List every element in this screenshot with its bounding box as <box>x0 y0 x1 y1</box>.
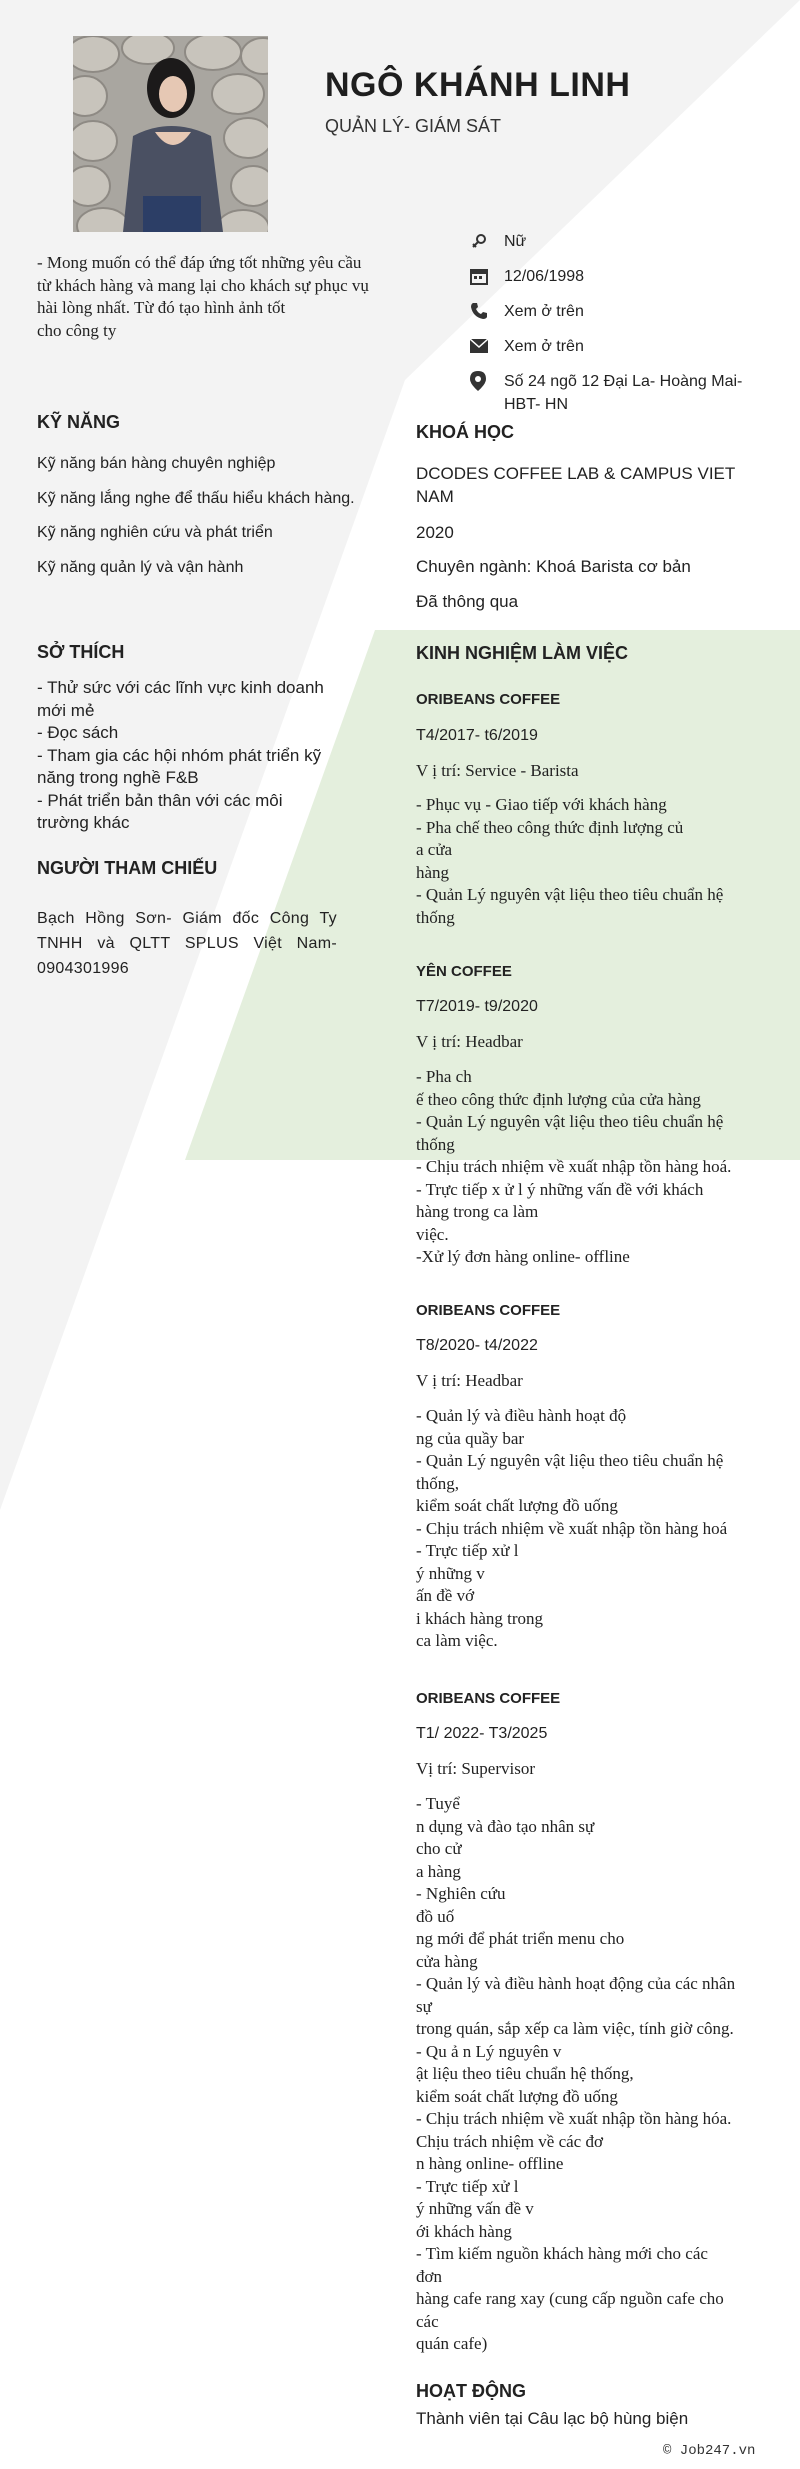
phone-icon <box>470 300 504 322</box>
skill-item: Kỹ năng nghiên cứu và phát triển <box>37 524 273 541</box>
location-icon <box>470 370 504 392</box>
contact-gender <box>470 230 770 253</box>
education-heading: KHOÁ HỌC <box>416 422 514 442</box>
job-company: YÊN COFFEE <box>416 963 512 980</box>
email-icon <box>470 335 504 357</box>
education-year: 2020 <box>416 523 454 542</box>
contact-address <box>470 370 770 416</box>
job-company: ORIBEANS COFFEE <box>416 1690 561 1707</box>
job-company: ORIBEANS COFFEE <box>416 1302 561 1319</box>
education-major: Chuyên ngành: Khoá Barista cơ bản <box>416 557 691 576</box>
contact-email <box>470 335 770 358</box>
contact-phone <box>470 300 770 323</box>
profile-photo <box>73 36 268 232</box>
reference-heading: NGƯỜI THAM CHIẾU <box>37 858 218 878</box>
job-description: - Quản lý và điều hành hoạt độ ng của quầy bar - Quản Lý nguyên vật liệu theo tiêu chuẩn hệ thống, kiểm soát chất lượng đồ uống - Chịu trách nhiệm về xuất nhập tồn hàng hoá - Trực tiếp xử l ý những v ấn đề vớ i khách hàng trong ca làm việc. <box>416 1406 728 1650</box>
job-period: T8/2020- t4/2022 <box>416 1337 538 1354</box>
education-school: DCODES COFFEE LAB & CAMPUS VIET NAM <box>416 464 736 506</box>
job-description: - Tuyể n dụng và đào tạo nhân sự cho cử a hàng - Nghiên cứu đồ uố ng mới để phát triển menu cho cửa hàng - Quản lý và điều hành hoạt động của các nhân sự trong quán, sắp xếp ca làm việc, tính giờ công. - Qu ả n Lý nguyên v ật liệu theo tiêu chuẩn hệ thống, kiểm soát chất lượng đồ uống - Chịu trách nhiệm về xuất nhập tồn hàng hóa. Chịu trách nhiệm về các đơ n hàng online- offline - Trực tiếp xử l ý những vấn đề v ới khách hàng - Tìm kiếm nguồn khách hàng mới cho các đơn hàng cafe rang xay (cung cấp nguồn cafe cho các quán cafe) <box>416 1794 736 2353</box>
activities-text: Thành viên tại Câu lạc bộ hùng biện <box>416 2409 689 2428</box>
job-company: ORIBEANS COFFEE <box>416 691 561 708</box>
hobbies-text: - Thử sức với các lĩnh vực kinh doanh mới mẻ - Đọc sách - Tham gia các hội nhóm phát triển kỹ năng trong nghề F&B - Phát triển bản thân với các môi trường khác <box>37 678 324 832</box>
gender-icon <box>470 230 504 252</box>
reference-text: Bạch Hồng Sơn- Giám đốc Công Ty TNHH và QLTT SPLUS Việt Nam- 0904301996 <box>37 910 337 977</box>
job-position: V ị trí: Headbar <box>416 1371 523 1390</box>
skill-item: Kỹ năng lắng nghe để thấu hiểu khách hàng. <box>37 489 355 507</box>
email-value: Xem ở trên <box>504 338 584 355</box>
candidate-role: QUẢN LÝ- GIÁM SÁT <box>325 116 502 136</box>
job-period: T4/2017- t6/2019 <box>416 727 538 744</box>
gender-value: Nữ <box>504 233 527 250</box>
job-description: - Pha ch ế theo công thức định lượng của cửa hàng - Quản Lý nguyên vật liệu theo tiêu chuẩn hệ thống - Chịu trách nhiệm về xuất nhập tồn hàng hoá. - Trực tiếp x ử l ý những vấn đề với khách hàng trong ca làm việc. -Xử lý đơn hàng online- offline <box>416 1067 732 1266</box>
job-period: T7/2019- t9/2020 <box>416 998 538 1015</box>
job-position: Vị trí: Supervisor <box>416 1759 535 1778</box>
education-status: Đã thông qua <box>416 592 519 611</box>
dob-value: 12/06/1998 <box>504 268 585 285</box>
career-objective: - Mong muốn có thể đáp ứng tốt những yêu cầu từ khách hàng và mang lại cho khách sự phục vụ hài lòng nhất. Từ đó tạo hình ảnh tốt cho công ty <box>37 253 369 340</box>
address-value: Số 24 ngõ 12 Đại La- Hoàng Mai- HBT- HN <box>504 373 743 413</box>
job-position: V ị trí: Headbar <box>416 1032 523 1051</box>
contact-info <box>470 230 770 428</box>
phone-value: Xem ở trên <box>504 303 584 320</box>
hobbies-heading: SỞ THÍCH <box>37 642 125 662</box>
activities-heading: HOẠT ĐỘNG <box>416 2381 526 2401</box>
contact-dob <box>470 265 770 288</box>
skills-heading: KỸ NĂNG <box>37 412 121 432</box>
job-position: V ị trí: Service - Barista <box>416 761 579 780</box>
experience-heading: KINH NGHIỆM LÀM VIỆC <box>416 643 629 663</box>
skills-list <box>37 453 357 591</box>
calendar-icon <box>470 265 504 287</box>
watermark: © Job247.vn <box>663 2443 756 2459</box>
skill-item: Kỹ năng quản lý và vận hành <box>37 558 244 576</box>
candidate-name: NGÔ KHÁNH LINH <box>325 66 631 104</box>
skill-item: Kỹ năng bán hàng chuyên nghiệp <box>37 455 276 472</box>
job-description: - Phục vụ - Giao tiếp với khách hàng - Pha chế theo công thức định lượng củ a cửa hàng - Quản Lý nguyên vật liệu theo tiêu chuẩn hệ thống <box>416 795 724 927</box>
job-period: T1/ 2022- T3/2025 <box>416 1725 548 1742</box>
